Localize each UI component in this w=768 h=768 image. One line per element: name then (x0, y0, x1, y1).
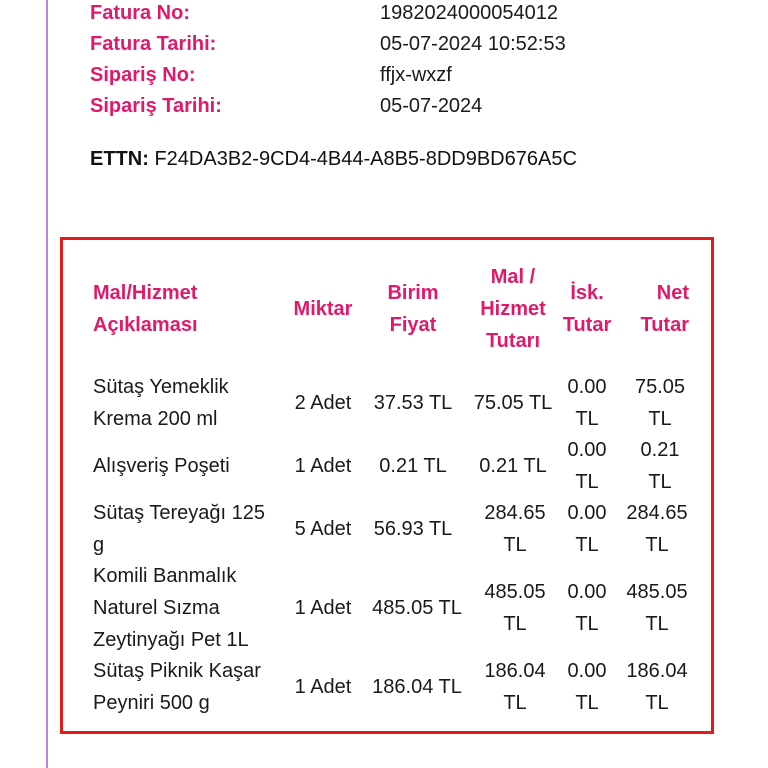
row-discount-amount: 0.00 (567, 502, 607, 524)
row-description (93, 655, 261, 719)
ettn-value: F24DA3B2-9CD4-4B44-A8B5-8DD9BD676A5C (154, 148, 577, 170)
row-description-line: Alışveriş Poşeti (93, 455, 230, 477)
row-unit-price: 37.53 TL (373, 392, 453, 414)
row-description (93, 450, 230, 482)
invoice-no-row (90, 0, 730, 31)
order-date-value: 05-07-2024 (380, 95, 483, 117)
row-goods-total (475, 576, 555, 640)
row-unit-price: 0.21 TL (379, 455, 447, 477)
row-quantity: 2 Adet (294, 392, 352, 414)
header-quantity: Miktar (293, 298, 353, 320)
row-unit-price: 56.93 TL (373, 518, 453, 540)
row-goods-total: 75.05 TL (473, 392, 553, 414)
header-unit-price-line2: Fiyat (389, 314, 437, 336)
row-description-line: Sütaş Yemeklik (93, 376, 229, 398)
order-no-row (90, 62, 730, 93)
order-no-label: Sipariş No: (90, 64, 196, 86)
header-discount-line2: Tutar (562, 314, 612, 336)
row-net-amount: 485.05 (626, 581, 688, 603)
row-net-total (625, 434, 695, 498)
row-discount (557, 497, 617, 561)
header-discount (557, 277, 617, 341)
row-description-line: Krema 200 ml (93, 408, 218, 430)
invoice-date-label: Fatura Tarihi: (90, 33, 217, 55)
header-description (93, 277, 198, 341)
header-discount-line1: İsk. (570, 282, 604, 304)
row-description-line: Sütaş Piknik Kaşar (93, 660, 261, 682)
row-net-amount: 284.65 (626, 502, 688, 524)
row-quantity: 5 Adet (294, 518, 352, 540)
row-goods-currency: TL (503, 534, 527, 556)
row-net-currency: TL (645, 534, 669, 556)
row-goods-currency: TL (503, 692, 527, 714)
row-net-currency: TL (648, 471, 672, 493)
row-discount-currency: TL (575, 408, 599, 430)
ettn-line (90, 148, 577, 171)
header-net-total-line1: Net (656, 282, 689, 304)
row-goods-total (475, 497, 555, 561)
row-net-total (617, 576, 697, 640)
row-net-amount: 0.21 (640, 439, 680, 461)
header-net-total (625, 277, 689, 341)
row-goods-currency: TL (503, 613, 527, 635)
header-goods-total-line3: Tutarı (485, 330, 541, 352)
row-quantity: 1 Adet (294, 455, 352, 477)
row-unit-price: 186.04 TL (372, 676, 462, 698)
row-goods-amount: 186.04 (484, 660, 546, 682)
order-no-value: ffjx-wxzf (380, 64, 452, 86)
header-description-line2: Açıklaması (93, 314, 198, 336)
row-description-line: Komili Banmalık (93, 565, 237, 587)
row-net-currency: TL (645, 613, 669, 635)
header-description-line1: Mal/Hizmet (93, 282, 198, 304)
row-net-total (625, 371, 695, 435)
row-goods-amount: 485.05 (484, 581, 546, 603)
header-unit-price (373, 277, 453, 341)
row-description-line: Peyniri 500 g (93, 692, 210, 714)
ettn-label: ETTN: (90, 148, 149, 170)
header-goods-total (467, 261, 559, 357)
row-goods-total: 0.21 TL (479, 455, 547, 477)
invoice-items-table (60, 237, 714, 734)
row-net-amount: 75.05 (634, 376, 686, 398)
invoice-date-value: 05-07-2024 10:52:53 (380, 33, 566, 55)
row-discount-amount: 0.00 (567, 376, 607, 398)
header-net-total-line2: Tutar (640, 314, 689, 336)
row-discount-currency: TL (575, 471, 599, 493)
row-discount (557, 434, 617, 498)
header-goods-total-line2: Hizmet (480, 298, 546, 320)
row-net-amount: 186.04 (626, 660, 688, 682)
row-discount (557, 576, 617, 640)
order-date-label: Sipariş Tarihi: (90, 95, 222, 117)
row-net-total (617, 655, 697, 719)
row-quantity: 1 Adet (294, 597, 352, 619)
row-net-currency: TL (645, 692, 669, 714)
row-goods-amount: 284.65 (484, 502, 546, 524)
row-discount-currency: TL (575, 613, 599, 635)
row-net-total (617, 497, 697, 561)
invoice-no-value: 1982024000054012 (380, 2, 558, 24)
header-goods-total-line1: Mal / (490, 266, 536, 288)
row-description-line: g (93, 534, 105, 556)
row-goods-total (475, 655, 555, 719)
row-quantity: 1 Adet (294, 676, 352, 698)
row-description-line: Naturel Sızma (93, 597, 220, 619)
row-net-currency: TL (648, 408, 672, 430)
invoice-date-row (90, 31, 730, 62)
row-discount-amount: 0.00 (567, 581, 607, 603)
row-description (93, 560, 249, 656)
row-discount-amount: 0.00 (567, 439, 607, 461)
row-unit-price: 485.05 TL (372, 597, 462, 619)
header-unit-price-line1: Birim (387, 282, 439, 304)
left-margin-rule (46, 0, 48, 768)
row-discount (557, 371, 617, 435)
order-date-row (90, 93, 730, 124)
invoice-no-label: Fatura No: (90, 2, 190, 24)
row-description-line: Zeytinyağı Pet 1L (93, 629, 249, 651)
row-description (93, 371, 229, 435)
row-description-line: Sütaş Tereyağı 125 (93, 502, 265, 524)
row-discount-currency: TL (575, 692, 599, 714)
row-discount (557, 655, 617, 719)
row-description (93, 497, 265, 561)
invoice-meta (90, 0, 730, 124)
row-discount-amount: 0.00 (567, 660, 607, 682)
row-discount-currency: TL (575, 534, 599, 556)
